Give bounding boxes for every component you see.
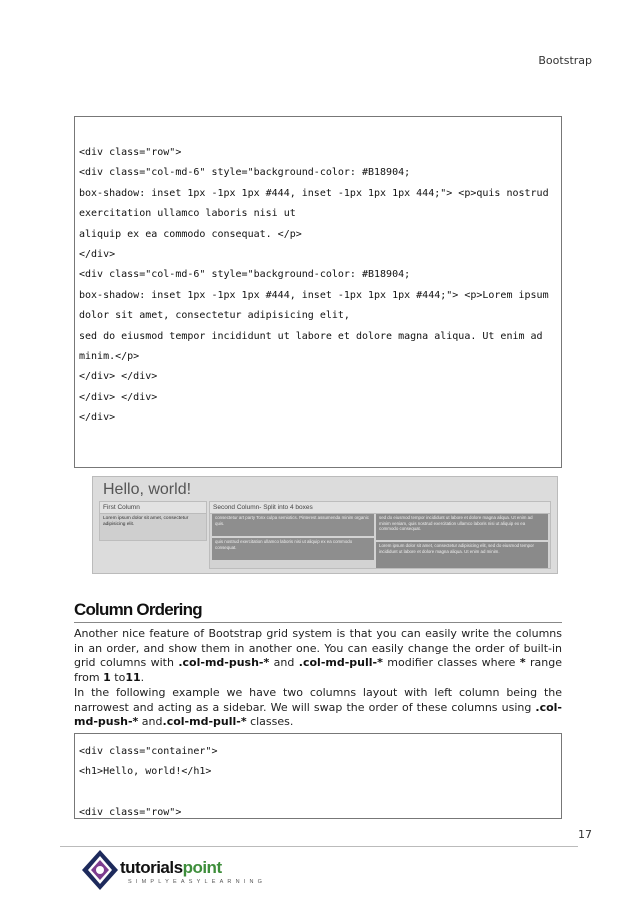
text: and [269,656,299,670]
code-term: * [519,656,526,670]
text: . [140,670,145,684]
code-line: <h1>Hello, world!</h1> [79,766,212,778]
logo-wordmark-part: point [182,858,222,877]
code-block [74,116,562,468]
code-term: 11 [125,670,141,684]
demo-column-text: Lorem ipsum dolor sit amet, consectetur adipisicing elit. [103,516,189,528]
text: range from [74,656,562,684]
code-line: <div class="row"> [79,807,182,819]
code-line: <div class="row"> [79,147,182,158]
text: Another nice feature of Bootstrap grid system is that you can easily write the columns in an order, and show them in another one. You can easily change the order of built-in grid columns with [74,627,562,670]
paragraph [74,627,562,685]
text: and [138,715,163,729]
example-output-screenshot [92,476,558,574]
text: modifier classes where [382,656,520,670]
demo-box: Lorem ipsum dolor sit amet, consectetur adipisicing elit, sed do eiusmod tempor incididunt ut labore et dolore magna aliqua. Ut enim ad minim. [376,542,548,568]
code-line: minim.</p> [79,350,140,362]
code-line: </div> </div> [79,371,158,383]
logo-wordmark-part: tutorials [120,858,183,877]
demo-column-heading: First Column [100,502,206,514]
logo-wordmark [120,858,222,878]
code-line: <div class="col-md-6" style="background-color: #B18904; [79,269,411,281]
code-line: </div> </div> [79,391,158,403]
code-line: sed do eiusmod tempor incididunt ut labore et dolore magna aliqua. Ut enim ad [79,330,543,342]
paragraph [74,686,562,730]
demo-second-column [209,501,551,569]
code-line: </div> [79,412,116,424]
demo-box: consectetur art party Tonx culpa semiotics. Pinterest assumenda minim organic quis. [212,514,374,536]
code-term: .col-md-push-* [178,656,270,670]
demo-first-column [99,501,207,541]
tutorialspoint-logo [80,848,267,896]
code-line: box-shadow: inset 1px -1px 1px #444, inset -1px 1px 1px 444;"> <p>quis nostrud [79,187,549,199]
section-divider [74,622,562,623]
code-term: 1 [103,670,111,684]
logo-emblem-icon [80,848,120,894]
code-line: <div class="col-md-6" style="background-color: #B18904; [79,167,411,179]
code-line: dolor sit amet, consectetur adipisicing elit, [79,310,350,322]
logo-tagline: SIMPLYEASYLEARNING [128,879,267,885]
footer-divider [60,846,578,847]
demo-heading: Hello, world! [103,481,192,498]
code-term: .col-md-pull-* [162,715,247,729]
text: classes. [246,715,294,729]
code-line: aliquip ex ea commodo consequat. </p> [79,228,302,240]
demo-box: sed do eiusmod tempor incididunt ut labore et dolore magna aliqua. Ut enim ad minim veniam, quis nostrud exercitation ullamco laboris nisi ut aliquip ex ea commodo consequat. [376,514,548,540]
demo-column-heading: Second Column- Split into 4 boxes [210,502,550,514]
page-number: 17 [578,828,592,841]
code-line [75,783,561,803]
code-term: .col-md-push-* [74,700,562,729]
demo-box: quis nostrud exercitation ullamco laboris nisi ut aliquip ex ea commodo consequat. [212,538,374,560]
code-block [74,733,562,819]
code-line: <div class="container"> [79,746,218,757]
text: In the following example we have two columns layout with left column being the narrowest and acting as a sidebar. We will swap the order of these columns using [74,686,562,714]
running-header: Bootstrap [538,54,592,67]
text: to [110,670,126,684]
code-line: box-shadow: inset 1px -1px 1px #444, inset -1px 1px 1px #444;"> <p>Lorem ipsum [79,289,549,301]
code-term: .col-md-pull-* [298,656,383,670]
section-heading: Column Ordering [74,600,202,619]
code-line: exercitation ullamco laboris nisi ut [79,208,296,220]
code-line: </div> [79,248,116,260]
